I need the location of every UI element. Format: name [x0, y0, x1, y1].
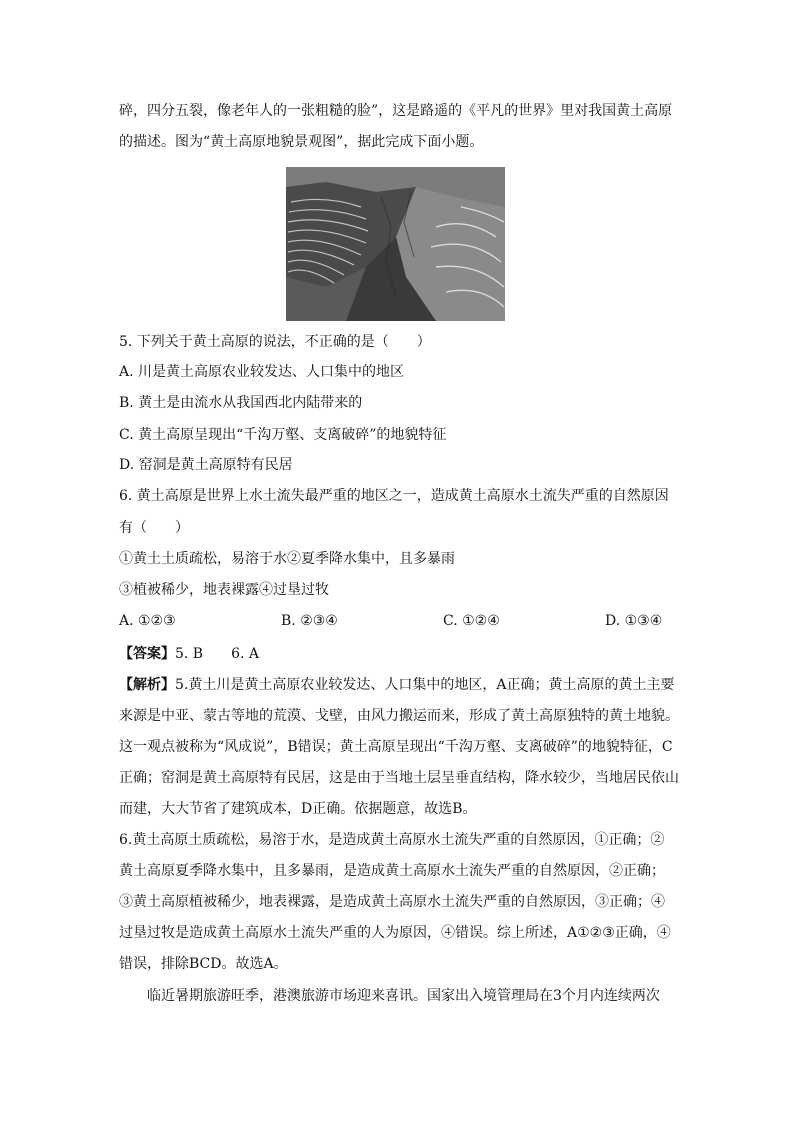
q5-option-b: B. 黄土是由流水从我国西北内陆带来的	[119, 395, 363, 411]
next-passage-line: 临近暑期旅游旺季，港澳旅游市场迎来喜讯。国家出入境管理局在3个月内连续两次	[147, 988, 660, 1004]
answer-line	[119, 644, 259, 664]
loess-plateau-photo	[286, 167, 505, 321]
analysis-line-4: 正确；窑洞是黄土高原特有民居，这是由于当地土层呈垂直结构，降水较少，当地居民依山	[119, 770, 679, 786]
analysis-line-1	[119, 675, 674, 695]
intro-line-2: 的描述。图为“黄土高原地貌景观图”，据此完成下面小题。	[119, 134, 484, 150]
q6-option-d: D. ①③④	[605, 613, 663, 629]
analysis-label: 【解析】	[119, 677, 175, 693]
q6-item-line-2: ③植被稀少，地表裸露④过垦过牧	[119, 582, 329, 598]
analysis-line-9: 过垦过牧是造成黄土高原水土流失严重的人为原因，④错误。综上所述，A①②③正确，④	[119, 925, 671, 941]
answer-label: 【答案】	[119, 646, 175, 662]
q6-stem-line-2: 有（ ）	[119, 520, 189, 536]
q6-option-b: B. ②③④	[281, 613, 338, 629]
q5-option-a: A. 川是黄土高原农业较发达、人口集中的地区	[119, 364, 405, 380]
analysis-line-5: 而建，大大节省了建筑成本，D正确。依据题意，故选B。	[119, 801, 477, 817]
q6-option-c: C. ①②④	[443, 613, 500, 629]
q5-option-d: D. 窑洞是黄土高原特有民居	[119, 457, 293, 473]
analysis-text-1: 5.黄土川是黄土高原农业较发达、人口集中的地区，A正确；黄土高原的黄土主要	[175, 677, 675, 693]
analysis-line-2: 来源是中亚、蒙古等地的荒漠、戈壁，由风力搬运而来，形成了黄土高原独特的黄土地貌。	[119, 708, 679, 724]
analysis-line-6: 6.黄土高原土质疏松，易溶于水，是造成黄土高原水土流失严重的自然原因，①正确；②	[119, 832, 665, 848]
analysis-line-10: 错误，排除BCD。故选A。	[119, 956, 288, 972]
analysis-line-3: 这一观点被称为“风成说”，B错误；黄土高原呈现出“千沟万壑、支离破碎”的地貌特征，C	[119, 739, 673, 755]
answer-text: 5. B 6. A	[175, 646, 260, 662]
q6-option-a: A. ①②③	[119, 613, 176, 629]
loess-plateau-terraced-landscape-photo-icon	[286, 167, 505, 321]
q6-stem-line-1: 6. 黄土高原是世界上水土流失最严重的地区之一，造成黄土高原水土流失严重的自然原因	[119, 488, 669, 504]
q6-item-line-1: ①黄土土质疏松，易溶于水②夏季降水集中，且多暴雨	[119, 551, 455, 567]
q5-stem: 5. 下列关于黄土高原的说法，不正确的是（ ）	[119, 334, 431, 350]
q5-option-c: C. 黄土高原呈现出“千沟万壑、支离破碎”的地貌特征	[119, 427, 447, 443]
analysis-line-7: 黄土高原夏季降水集中，且多暴雨，是造成黄土高原水土流失严重的自然原因，②正确；	[119, 863, 665, 879]
analysis-line-8: ③黄土高原植被稀少，地表裸露，是造成黄土高原水土流失严重的自然原因，③正确；④	[119, 894, 665, 910]
intro-line-1: 碎，四分五裂，像老年人的一张粗糙的脸”，这是路遥的《平凡的世界》里对我国黄土高原	[119, 103, 673, 119]
